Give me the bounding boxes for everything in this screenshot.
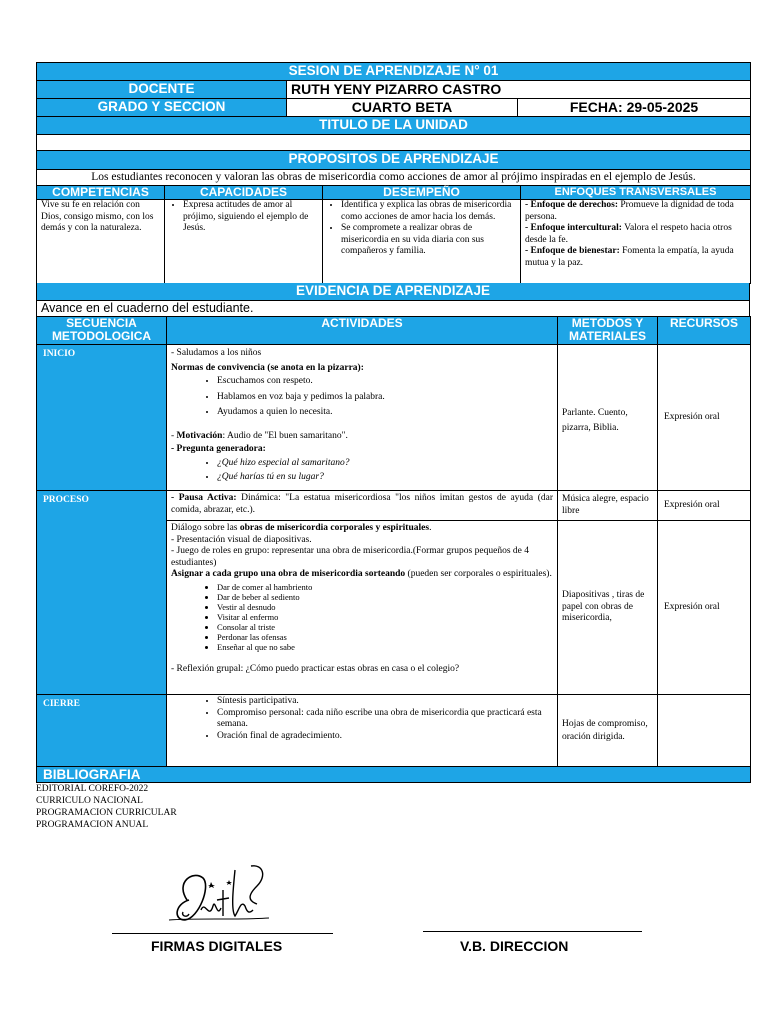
- pregunta-item: • ¿Qué hizo especial al samaritano?: [217, 458, 553, 470]
- secuencia-header: SECUENCIA METODOLOGICA: [37, 317, 167, 345]
- cierre-item: • Síntesis participativa.: [217, 696, 553, 708]
- secuencia-table: [36, 316, 751, 783]
- normas-list: [171, 376, 553, 419]
- handwritten-signature: [165, 860, 275, 932]
- phase-proceso: PROCESO: [37, 491, 167, 695]
- cierre-recursos: [658, 695, 751, 767]
- norma-item: • Escuchamos con respeto.: [217, 376, 553, 388]
- fecha-value: FECHA: 29-05-2025: [569, 99, 699, 115]
- recursos-header: RECURSOS: [658, 317, 751, 345]
- enfoque-bienestar: - Enfoque de bienestar: Fomenta la empatía, la ayuda mutua y la paz.: [525, 246, 734, 268]
- grado-fecha-cell: [287, 99, 751, 117]
- phase-inicio: INICIO: [37, 345, 167, 491]
- phase-cierre: CIERRE: [37, 695, 167, 767]
- pregunta-label: - Pregunta generadora:: [171, 444, 266, 454]
- cierre-item: • Compromiso personal: cada niño escribe una obra de misericordia que practicará esta semana.: [217, 708, 553, 731]
- capacidades-item: • Expresa actitudes de amor al prójimo, siguiendo el ejemplo de Jesús.: [183, 200, 318, 235]
- preguntas-list: [171, 458, 553, 484]
- obra-item: • Vestir al desnudo: [217, 602, 553, 612]
- desempeno-header: DESEMPEÑO: [323, 186, 521, 200]
- bibliografia-list: [36, 783, 750, 831]
- signature-line-right: [423, 931, 642, 932]
- normas-label: Normas de convivencia (se anota en la pizarra):: [171, 362, 364, 373]
- unidad-value: [37, 135, 751, 151]
- inicio-recursos: Expresión oral: [658, 345, 751, 491]
- motivacion-line: - Motivación: Audio de "El buen samaritano".: [171, 430, 348, 441]
- pausa-activa: - Pausa Activa: Dinámica: "La estatua misericordiosa "los niños imitan gestos de ayuda (dar comida, abrazar, etc.).: [167, 491, 558, 521]
- signature-area: [0, 860, 768, 960]
- obras-list: [171, 582, 553, 652]
- desempeno-item: • Identifica y explica las obras de misericordia como acciones de amor hacia los demás.: [341, 200, 516, 223]
- enfoque-derechos: - Enfoque de derechos: Promueve la dignidad de toda persona.: [525, 200, 734, 222]
- competencias-header: COMPETENCIAS: [37, 186, 165, 200]
- bibliografia-label: BIBLIOGRAFIA: [37, 767, 751, 783]
- juego-line: - Juego de roles en grupo: representar una obra de misericordia.(Formar grupos pequeños de 4 estudiantes): [171, 546, 529, 568]
- bibliografia-item: EDITORIAL COREFO-2022: [36, 784, 149, 794]
- cierre-metodos: Hojas de compromiso, oración dirigida.: [558, 695, 658, 767]
- pregunta-item: • ¿Qué harías tú en su lugar?: [217, 472, 553, 484]
- inicio-activities: [167, 345, 558, 491]
- evidencia-label: EVIDENCIA DE APRENDIZAJE: [37, 283, 750, 301]
- unidad-label: TITULO DE LA UNIDAD: [37, 117, 751, 135]
- capacidades-header: CAPACIDADES: [165, 186, 323, 200]
- norma-item: • Hablamos en voz baja y pedimos la palabra.: [217, 392, 553, 404]
- presentacion-line: - Presentación visual de diapositivas.: [171, 534, 312, 545]
- obra-item: • Enseñar al que no sabe: [217, 642, 553, 652]
- inicio-saludo: - Saludamos a los niños: [171, 348, 262, 358]
- cierre-activities: [167, 695, 558, 767]
- proceso-recursos-1: Expresión oral: [658, 491, 751, 521]
- actividades-header: ACTIVIDADES: [167, 317, 558, 345]
- obra-item: • Dar de beber al sediento: [217, 592, 553, 602]
- desempeno-cell: [323, 200, 521, 284]
- proceso-activities: [167, 521, 558, 695]
- direccion-label: V.B. DIRECCION: [460, 938, 569, 954]
- proceso-metodos-2: Diapositivas , tiras de papel con obras de misericordia,: [558, 521, 658, 695]
- enfoque-intercultural: - Enfoque intercultural: Valora el respeto hacia otros desde la fe.: [525, 223, 732, 245]
- bibliografia-item: CURRICULO NACIONAL: [36, 796, 143, 806]
- propositos-label: PROPOSITOS DE APRENDIZAJE: [37, 151, 751, 170]
- propositos-text: Los estudiantes reconocen y valoran las obras de misericordia como acciones de amor al prójimo inspiradas en el ejemplo de Jesús.: [37, 170, 751, 186]
- capacidades-cell: [165, 200, 323, 284]
- cierre-item: • Oración final de agradecimiento.: [217, 731, 553, 743]
- desempeno-item: • Se compromete a realizar obras de misericordia en su vida diaria con sus compañeros y familia.: [341, 223, 516, 258]
- proceso-metodos-1: Música alegre, espacio libre: [558, 491, 658, 521]
- signature-line-left: [112, 933, 333, 934]
- docente-label: DOCENTE: [37, 81, 287, 99]
- dialogo-line: Diálogo sobre las obras de misericordia corporales y espirituales.: [171, 523, 432, 533]
- grado-value: CUARTO BETA: [287, 99, 518, 116]
- cierre-list: [171, 696, 553, 742]
- enfoques-header: ENFOQUES TRANSVERSALES: [521, 186, 751, 200]
- obra-item: • Perdonar las ofensas: [217, 632, 553, 642]
- session-document: [36, 62, 750, 831]
- obra-item: • Consolar al triste: [217, 622, 553, 632]
- docente-value: RUTH YENY PIZARRO CASTRO: [287, 81, 751, 99]
- asignar-line: Asignar a cada grupo una obra de misericordia sorteando (pueden ser corporales o espirituales).: [171, 569, 552, 579]
- competencias-table: [36, 185, 751, 284]
- bibliografia-item: PROGRAMACION CURRICULAR: [36, 808, 177, 818]
- obra-item: • Dar de comer al hambriento: [217, 582, 553, 592]
- reflexion-line: - Reflexión grupal: ¿Cómo puedo practicar estas obras en casa o el colegio?: [171, 663, 460, 674]
- inicio-metodos: Parlante. Cuento, pizarra, Biblia.: [558, 345, 658, 491]
- obra-item: • Visitar al enfermo: [217, 612, 553, 622]
- evidencia-table: [36, 283, 750, 317]
- grado-label: GRADO Y SECCION: [37, 99, 287, 117]
- metodos-header: METODOS Y MATERIALES: [558, 317, 658, 345]
- norma-item: • Ayudamos a quien lo necesita.: [217, 407, 553, 419]
- bibliografia-item: PROGRAMACION ANUAL: [36, 820, 149, 830]
- session-title: SESION DE APRENDIZAJE N° 01: [37, 63, 751, 81]
- competencias-text: Vive su fe en relación con Dios, consigo mismo, con los demás y con la naturaleza.: [37, 200, 165, 284]
- session-header-table: [36, 62, 751, 186]
- firmas-label: FIRMAS DIGITALES: [151, 938, 283, 954]
- enfoques-cell: [521, 200, 751, 284]
- proceso-recursos-2: Expresión oral: [658, 521, 751, 695]
- evidencia-text: Avance en el cuaderno del estudiante.: [37, 301, 750, 317]
